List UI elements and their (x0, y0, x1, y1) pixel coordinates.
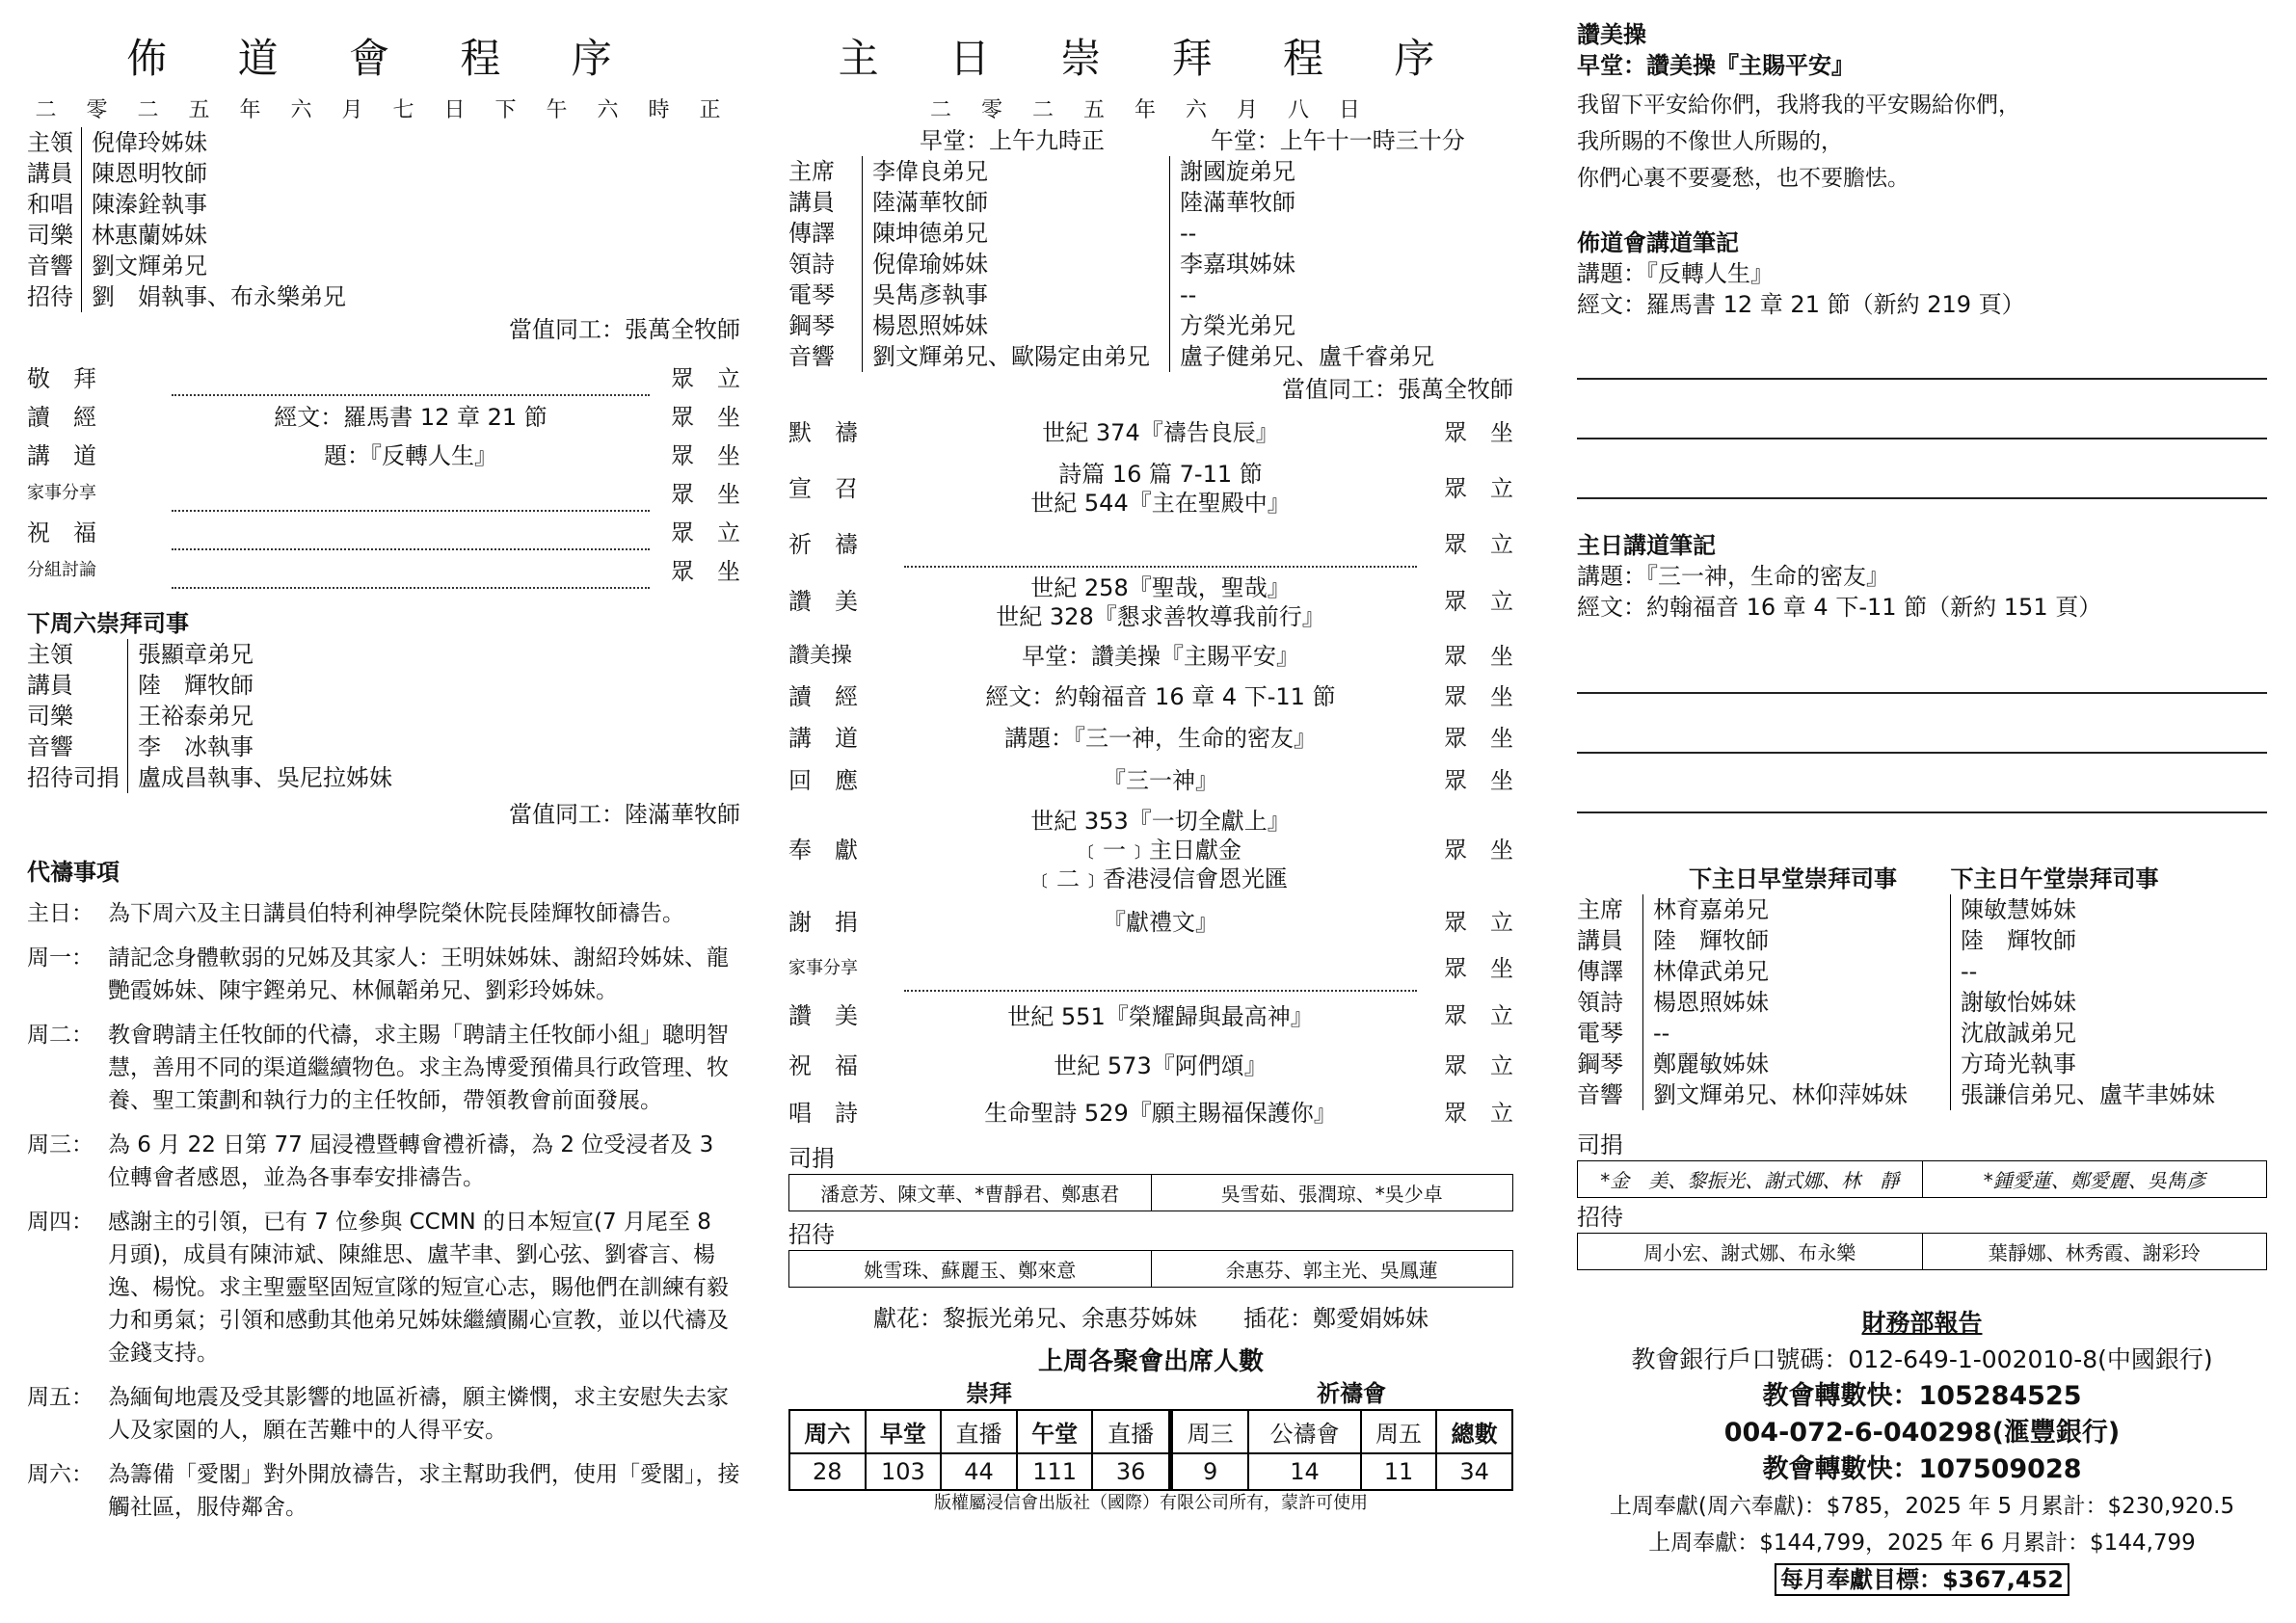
praise-title: 讚美操 (1577, 21, 1646, 48)
step-row (788, 717, 1513, 759)
attendance-header: 總數 (1436, 1410, 1512, 1453)
evening-steps (27, 357, 740, 589)
role-row (1577, 987, 2267, 1018)
step-posture: 眾 坐 (1444, 419, 1513, 446)
role-label: 音響 (27, 733, 73, 760)
early-name: 劉文輝弟兄、歐陽定由弟兄 (863, 341, 1170, 372)
usher-early: 周小宏、謝式娜、布永樂 (1578, 1234, 1923, 1270)
role-label: 傳譯 (788, 220, 835, 247)
step-label: 講 道 (788, 725, 858, 752)
step-row (788, 677, 1513, 717)
step-posture: 眾 立 (1444, 1052, 1513, 1079)
next-sunday-roles (1577, 864, 2267, 1110)
role-name: 林惠蘭姊妹 (82, 220, 355, 251)
early-name: 劉文輝弟兄、林仰萍姊妹 (1643, 1079, 1951, 1110)
evening-roles (27, 127, 354, 312)
step-label: 分組討論 (27, 560, 96, 580)
attendance-value: 11 (1361, 1453, 1437, 1490)
evening-notes-topic: 講題：『反轉人生』 (1577, 260, 1774, 287)
copyright: 版權屬浸信會出版社（國際）有限公司所有，蒙許可使用 (934, 1493, 1368, 1513)
role-name: 陳恩明牧師 (82, 158, 355, 189)
sunday-notes-topic: 講題：『三一神，生命的密友』 (1577, 563, 1889, 590)
sunday-duty: 當值同工：張萬全牧師 (1282, 376, 1513, 403)
late-name: -- (1951, 956, 2268, 987)
role-row (27, 762, 400, 793)
next-sat-roles (27, 639, 400, 793)
prayer-text: 為下周六及主日講員伯特利神學院榮休院長陸輝牧師禱告。 (108, 901, 684, 926)
prayer-day: 周四： (27, 1210, 93, 1235)
step-row (788, 802, 1513, 898)
step-row (788, 1091, 1513, 1135)
role-name: 李 冰執事 (128, 732, 401, 762)
next-late-title: 下主日午堂崇拜司事 (1950, 865, 2159, 892)
step-posture: 眾 坐 (1444, 955, 1513, 982)
step-posture: 眾 立 (1444, 531, 1513, 558)
attendance-header: 午堂 (1017, 1410, 1093, 1453)
prayer-day: 周三： (27, 1132, 93, 1157)
step-row (788, 898, 1513, 946)
role-row (1577, 956, 2267, 987)
step-row (788, 1041, 1513, 1091)
role-label: 音響 (27, 253, 73, 279)
evening-notes-title: 佈道會講道筆記 (1577, 229, 1739, 256)
sunday-roles (788, 125, 1513, 372)
step-text: 講題：『三一神，生命的密友』 (1004, 725, 1317, 752)
role-row (27, 158, 354, 189)
notes-column (1577, 0, 2267, 1598)
role-label: 和唱 (27, 191, 73, 218)
prayer-item (27, 1019, 740, 1117)
step-text: 世紀 573『阿們頌』 (1054, 1052, 1268, 1079)
note-line (1577, 495, 2267, 499)
offering-early: 潘意芳、陳文華、*曹靜君、鄭惠君 (789, 1175, 1152, 1211)
early-name: -- (1643, 1018, 1951, 1049)
step-text (904, 522, 1417, 567)
next-offering-label: 司捐 (1577, 1131, 1623, 1158)
monthly-goal: 每月奉獻目標：$367,452 (1775, 1563, 2069, 1596)
attendance-header: 直播 (941, 1410, 1017, 1453)
step-text: 世紀 544『主在聖殿中』 (1030, 490, 1291, 517)
attendance-header: 周六 (789, 1410, 866, 1453)
late-name: 陸 輝牧師 (1951, 925, 2268, 956)
usher-table (788, 1250, 1513, 1288)
role-name: 陳溱銓執事 (82, 189, 355, 220)
step-text (172, 511, 650, 549)
sunday-column (788, 0, 1513, 1516)
offering-early: *金 美、黎振光、謝式娜、林 靜 (1578, 1161, 1923, 1198)
step-text: ﹝一﹞主日獻金 (1080, 837, 1241, 864)
step-posture: 眾 立 (671, 364, 740, 392)
step-label: 默 禱 (788, 419, 858, 446)
role-row (788, 279, 1513, 310)
early-name: 楊恩照姊妹 (863, 310, 1170, 341)
role-row (788, 341, 1513, 372)
late-name: 謝國旋弟兄 (1170, 156, 1514, 187)
early-service-head: 早堂：上午九時正 (920, 127, 1105, 154)
praise-line: 我留下平安給你們，我將我的平安賜給你們， (1577, 93, 2020, 118)
offering-row (1578, 1161, 2267, 1198)
offering-label: 司捐 (788, 1145, 835, 1172)
usher-late: 葉靜娜、林秀霞、謝彩玲 (1922, 1234, 2267, 1270)
step-posture: 眾 立 (1444, 588, 1513, 615)
role-row (788, 187, 1513, 218)
role-row (1577, 925, 2267, 956)
attendance-header: 直播 (1092, 1410, 1170, 1453)
fps-1: 教會轉數快：105284525 (1762, 1381, 2082, 1411)
step-text (172, 549, 650, 588)
sunday-notes-text: 經文：約翰福音 16 章 4 下-11 節（新約 151 頁） (1577, 594, 2102, 621)
role-row (27, 670, 400, 701)
step-row (788, 411, 1513, 455)
attendance-value: 44 (941, 1453, 1017, 1490)
role-label: 招待 (27, 283, 73, 310)
attendance-title: 上周各聚會出席人數 (1037, 1347, 1264, 1376)
role-row (1577, 894, 2267, 925)
step-row (27, 472, 740, 511)
step-label: 謝 捐 (788, 909, 858, 936)
step-text: 『三一神』 (1103, 767, 1218, 794)
attendance-value: 36 (1092, 1453, 1170, 1490)
prayer-day: 周一： (27, 945, 93, 971)
prayer-text: 為 6 月 22 日第 77 屆浸禮暨轉會禮祈禱，為 2 位受浸者及 3 位轉會者感恩，並為各事奉安排禱告。 (108, 1132, 714, 1190)
step-text: 經文：約翰福音 16 章 4 下-11 節 (985, 683, 1336, 710)
praise-sub: 早堂：讚美操『主賜平安』 (1577, 52, 1855, 79)
step-label: 敬 拜 (27, 364, 96, 392)
step-posture: 眾 立 (671, 519, 740, 546)
role-label: 鋼琴 (1577, 1051, 1623, 1078)
role-name: 張顯章弟兄 (128, 639, 401, 670)
step-label: 祝 福 (788, 1052, 858, 1079)
role-label: 電琴 (1577, 1020, 1623, 1047)
step-label: 奉 獻 (788, 837, 858, 864)
step-row (788, 636, 1513, 677)
step-label: 家事分享 (27, 483, 96, 503)
note-line (1577, 690, 2267, 694)
early-name: 陸 輝牧師 (1643, 925, 1951, 956)
role-label: 音響 (788, 343, 835, 370)
prayer-item (27, 1206, 740, 1370)
role-row (27, 189, 354, 220)
sunday-title: 主 日 崇 拜 程 序 (838, 35, 1464, 82)
step-text: 『獻禮文』 (1103, 909, 1218, 936)
step-text: 生命聖詩 529『願主賜福保護你』 (984, 1100, 1337, 1127)
offering-late: 吳雪茹、張潤琼、*吳少卓 (1151, 1175, 1513, 1211)
step-posture: 眾 立 (1444, 1100, 1513, 1127)
step-row (788, 455, 1513, 522)
attendance-value-row (789, 1453, 1512, 1490)
late-service-head: 午堂：上午十一時三十分 (1210, 127, 1465, 154)
attendance-group-prayer: 祈禱會 (1317, 1380, 1386, 1407)
role-label: 音響 (1577, 1081, 1623, 1108)
late-name: 方榮光弟兄 (1170, 310, 1514, 341)
role-row (27, 251, 354, 281)
step-posture: 眾 立 (1444, 1002, 1513, 1029)
sunday-notes-title: 主日講道筆記 (1577, 532, 1716, 559)
attendance-header: 公禱會 (1248, 1410, 1360, 1453)
role-label: 講員 (27, 160, 73, 187)
service-heads (788, 125, 1513, 156)
finance-title: 財務部報告 (1861, 1309, 1983, 1337)
usher-row (789, 1251, 1513, 1288)
late-name: 李嘉琪姊妹 (1170, 249, 1514, 279)
attendance-group-worship: 崇拜 (966, 1380, 1012, 1407)
evening-duty: 當值同工：張萬全牧師 (509, 316, 740, 343)
step-label: 讚美操 (788, 644, 853, 668)
step-label: 唱 詩 (788, 1100, 858, 1127)
step-text (172, 472, 650, 511)
step-posture: 眾 立 (1444, 475, 1513, 502)
step-text: ﹝二﹞香港浸信會恩光匯 (1033, 865, 1288, 892)
step-label: 回 應 (788, 767, 858, 794)
role-row (788, 156, 1513, 187)
sunday-steps (788, 411, 1513, 1135)
offering-table (788, 1174, 1513, 1211)
role-label: 講員 (27, 672, 73, 699)
step-posture: 眾 坐 (671, 480, 740, 508)
sunday-date: 二 零 二 五 年 六 月 八 日 (930, 98, 1372, 122)
step-posture: 眾 坐 (671, 557, 740, 585)
step-text (904, 946, 1417, 991)
role-row (788, 310, 1513, 341)
step-row (27, 395, 740, 434)
step-label: 祝 福 (27, 519, 96, 546)
early-name: 吳雋彥執事 (863, 279, 1170, 310)
role-label: 領詩 (788, 251, 835, 278)
finance-report (1577, 1305, 2267, 1598)
prayer-text: 為緬甸地震及受其影響的地區祈禱，願主憐憫，求主安慰失去家人及家園的人，願在苦難中的人得平安。 (108, 1385, 729, 1443)
attendance-value: 111 (1017, 1453, 1093, 1490)
step-text: 經文：羅馬書 12 章 21 節 (274, 404, 547, 431)
role-label: 講員 (788, 189, 835, 216)
step-text (172, 357, 650, 395)
prayer-day: 主日： (27, 901, 93, 926)
role-label: 主席 (788, 158, 835, 185)
step-posture: 眾 坐 (671, 441, 740, 469)
role-label: 領詩 (1577, 989, 1623, 1016)
step-posture: 眾 坐 (1444, 683, 1513, 710)
usher-early: 姚雪珠、蘇麗玉、鄭來意 (789, 1251, 1152, 1288)
step-label: 讀 經 (788, 683, 858, 710)
step-row (27, 511, 740, 549)
praise-line: 你們心裏不要憂愁，也不要膽怯。 (1577, 166, 1909, 191)
step-text: 題：『反轉人生』 (324, 441, 497, 469)
prayer-text: 教會聘請主任牧師的代禱，求主賜「聘請主任牧師小組」聰明智慧，善用不同的渠道繼續物色。求主為博愛預備具行政管理、牧養、聖工策劃和執行力的主任牧師，帶領教會前面發展。 (108, 1023, 729, 1113)
role-row (27, 220, 354, 251)
role-label: 招待司捐 (27, 764, 120, 791)
role-label: 主領 (27, 641, 73, 668)
offering-late: *鍾愛蓮、鄭愛麗、吳雋彥 (1922, 1161, 2267, 1198)
attendance-value: 9 (1170, 1453, 1248, 1490)
role-row (27, 639, 400, 670)
step-row (788, 567, 1513, 636)
next-usher-table (1577, 1233, 2267, 1270)
step-label: 祈 禱 (788, 531, 858, 558)
role-name: 倪偉玲姊妹 (82, 127, 355, 158)
usher-row (1578, 1234, 2267, 1270)
prayer-list (27, 897, 740, 1524)
role-row (788, 249, 1513, 279)
prayer-item (27, 942, 740, 1007)
role-row (27, 127, 354, 158)
role-row (27, 701, 400, 732)
next-sat-duty: 當值同工：陸滿華牧師 (509, 801, 740, 828)
next-early-title: 下主日早堂崇拜司事 (1689, 865, 1897, 892)
early-name: 李偉良弟兄 (863, 156, 1170, 187)
attendance-header-row (789, 1410, 1512, 1453)
step-row (788, 991, 1513, 1041)
sun-offering: 上周奉獻：$144,799，2025 年 6 月累計：$144,799 (1648, 1530, 2196, 1556)
step-posture: 眾 坐 (671, 403, 740, 431)
step-text: 世紀 353『一切全獻上』 (1030, 808, 1291, 835)
early-name: 林育嘉弟兄 (1643, 894, 1951, 925)
evening-title: 佈 道 會 程 序 (126, 35, 641, 82)
attendance-header: 周五 (1361, 1410, 1437, 1453)
step-row (788, 522, 1513, 567)
step-text: 世紀 551『榮耀歸與最高神』 (1007, 1002, 1314, 1030)
prayer-item (27, 1381, 740, 1447)
prayer-item (27, 897, 740, 930)
late-name: 盧子健弟兄、盧千睿弟兄 (1170, 341, 1514, 372)
note-line (1577, 436, 2267, 439)
early-name: 楊恩照姊妹 (1643, 987, 1951, 1018)
role-label: 司樂 (27, 703, 73, 730)
role-label: 傳譯 (1577, 958, 1623, 985)
step-row (788, 759, 1513, 802)
step-label: 家事分享 (788, 958, 858, 978)
step-label: 講 道 (27, 441, 96, 469)
late-name: -- (1170, 279, 1514, 310)
prayer-text: 請記念身體軟弱的兄姊及其家人：王明妹姊妹、謝紹玲姊妹、龍艷霞姊妹、陳宇鏗弟兄、林佩韜弟兄、劉彩玲姊妹。 (108, 945, 729, 1003)
role-label: 主領 (27, 129, 73, 156)
usher-label: 招待 (788, 1221, 835, 1248)
note-line (1577, 750, 2267, 754)
early-name: 陳坤德弟兄 (863, 218, 1170, 249)
step-label: 讚 美 (788, 1002, 858, 1029)
late-name: -- (1170, 218, 1514, 249)
praise-line: 我所賜的不像世人所賜的， (1577, 129, 1843, 154)
bank-account-1: 教會銀行戶口號碼：012-649-1-002010-8(中國銀行) (1631, 1345, 2213, 1373)
role-label: 鋼琴 (788, 312, 835, 339)
role-row (1577, 1079, 2267, 1110)
next-sat-title: 下周六崇拜司事 (27, 610, 189, 637)
role-row (788, 218, 1513, 249)
prayer-text: 感謝主的引領，已有 7 位參與 CCMN 的日本短宣(7 月尾至 8 月頭)，成員有陳沛斌、陳維思、盧芊聿、劉心弦、劉睿言、楊逸、楊悅。求主聖靈堅固短宣隊的短宣心志，賜他們在訓練有毅力和勇氣；引領和感動其他弟兄姊妹繼續關心宣教，並以代禱及金錢支持。 (108, 1210, 729, 1366)
late-name: 謝敏怡姊妹 (1951, 987, 2268, 1018)
step-row (27, 434, 740, 472)
attendance-table (788, 1409, 1513, 1491)
role-name: 盧成昌執事、吳尼拉姊妹 (128, 762, 401, 793)
role-row (1577, 1049, 2267, 1079)
step-posture: 眾 坐 (1444, 837, 1513, 864)
prayer-text: 為籌備「愛閣」對外開放禱告，求主幫助我們，使用「愛閣」，接觸社區，服侍鄰舍。 (108, 1462, 740, 1520)
next-sunday-heads (1577, 864, 2267, 894)
prayer-day: 周六： (27, 1462, 93, 1487)
role-name: 王裕泰弟兄 (128, 701, 401, 732)
role-row (1577, 1018, 2267, 1049)
early-name: 倪偉瑜姊妹 (863, 249, 1170, 279)
step-posture: 眾 坐 (1444, 725, 1513, 752)
late-name: 陳敏慧姊妹 (1951, 894, 2268, 925)
next-offering-table (1577, 1160, 2267, 1198)
attendance-value: 34 (1436, 1453, 1512, 1490)
role-label: 講員 (1577, 927, 1623, 954)
step-posture: 眾 立 (1444, 909, 1513, 936)
step-row (27, 549, 740, 588)
step-text: 早堂：讚美操『主賜平安』 (1022, 643, 1299, 670)
bank-account-2: 004-072-6-040298(滙豐銀行) (1723, 1418, 2121, 1448)
step-text: 詩篇 16 篇 7-11 節 (1058, 461, 1263, 488)
step-label: 宣 召 (788, 475, 858, 502)
prayer-item (27, 1458, 740, 1524)
late-name: 張謙信弟兄、盧芊聿姊妹 (1951, 1079, 2268, 1110)
early-name: 鄭麗敏姊妹 (1643, 1049, 1951, 1079)
attendance-value: 28 (789, 1453, 866, 1490)
late-name: 沈啟誠弟兄 (1951, 1018, 2268, 1049)
prayer-item (27, 1129, 740, 1194)
prayer-title: 代禱事項 (27, 859, 120, 886)
step-row (788, 946, 1513, 991)
step-label: 讚 美 (788, 588, 858, 615)
evening-column (27, 0, 740, 1535)
attendance-header: 周三 (1170, 1410, 1248, 1453)
role-label: 電琴 (788, 281, 835, 308)
role-row (27, 732, 400, 762)
attendance-header: 早堂 (866, 1410, 942, 1453)
role-name: 劉文輝弟兄 (82, 251, 355, 281)
role-row (27, 281, 354, 312)
prayer-day: 周二： (27, 1023, 93, 1048)
step-text: 世紀 328『懇求善牧導我前行』 (996, 602, 1325, 630)
sat-offering: 上周奉獻(周六奉獻)：$785，2025 年 5 月累計：$230,920.5 (1609, 1494, 2235, 1519)
step-row (27, 357, 740, 395)
usher-late: 余惠芬、郭主光、吳鳳蓮 (1151, 1251, 1513, 1288)
role-label: 司樂 (27, 222, 73, 249)
role-label: 主席 (1577, 896, 1623, 923)
flowers: 獻花：黎振光弟兄、余惠芬姊妹 插花：鄭愛娟姊妹 (873, 1305, 1428, 1332)
evening-notes-text: 經文：羅馬書 12 章 21 節（新約 219 頁） (1577, 291, 2025, 318)
prayer-day: 周五： (27, 1385, 93, 1410)
note-line (1577, 376, 2267, 380)
step-text: 世紀 258『聖哉，聖哉』 (1030, 573, 1291, 601)
late-name: 方琦光執事 (1951, 1049, 2268, 1079)
evening-date: 二 零 二 五 年 六 月 七 日 下 午 六 時 正 (35, 98, 733, 122)
offering-row (789, 1175, 1513, 1211)
role-name: 陸 輝牧師 (128, 670, 401, 701)
early-name: 陸滿華牧師 (863, 187, 1170, 218)
step-posture: 眾 坐 (1444, 643, 1513, 670)
step-text: 世紀 374『禱告良辰』 (1042, 419, 1279, 446)
late-name: 陸滿華牧師 (1170, 187, 1514, 218)
early-name: 林偉武弟兄 (1643, 956, 1951, 987)
role-name: 劉 娟執事、布永樂弟兄 (82, 281, 355, 312)
step-label: 讀 經 (27, 403, 96, 431)
next-usher-label: 招待 (1577, 1204, 1623, 1231)
note-line (1577, 810, 2267, 813)
attendance-value: 103 (866, 1453, 942, 1490)
attendance-value: 14 (1248, 1453, 1360, 1490)
step-posture: 眾 坐 (1444, 767, 1513, 794)
fps-2: 教會轉數快：107509028 (1762, 1454, 2082, 1484)
